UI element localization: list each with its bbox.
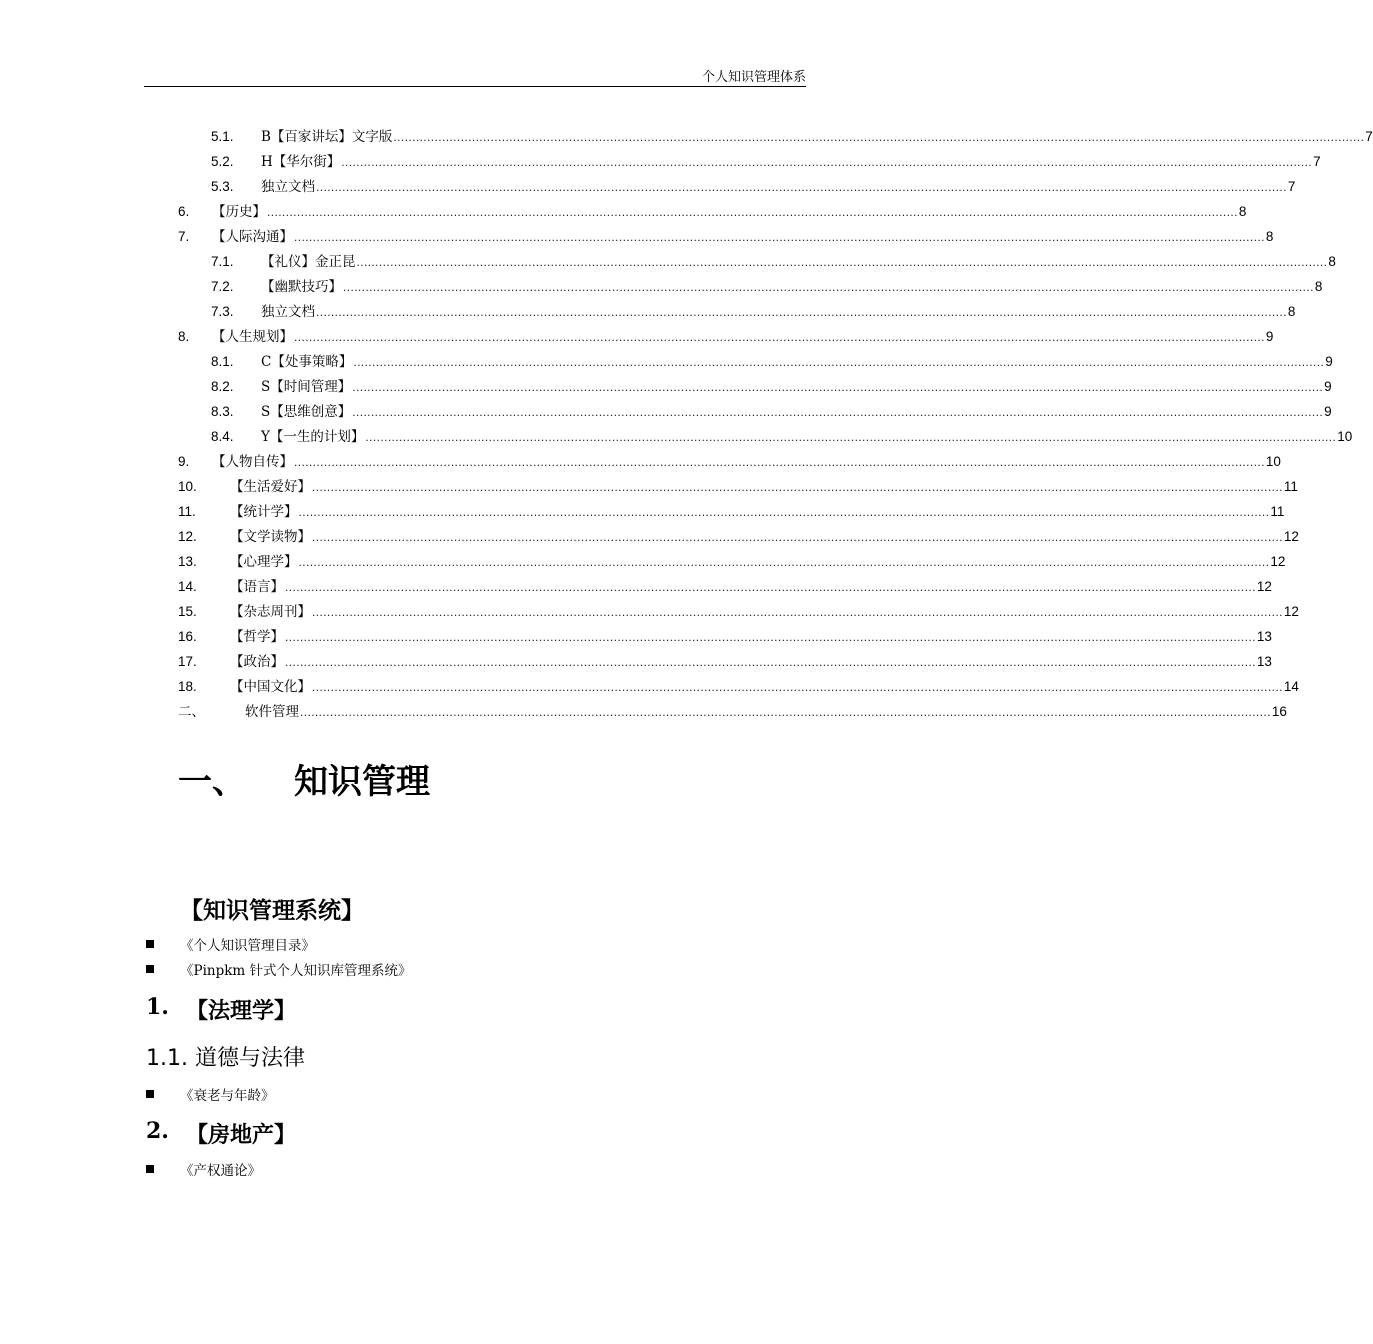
toc-entry-label[interactable]: 【政治】 — [230, 654, 284, 670]
toc-entry-line[interactable] — [261, 376, 1332, 398]
toc-entry[interactable] — [0, 401, 1332, 426]
heading-realestate — [146, 1118, 296, 1149]
toc-entry-label[interactable]: 【心理学】 — [230, 554, 298, 570]
toc-dot-leader: .................................................................................................................................................................................................................................................................... — [298, 505, 1270, 519]
toc-entry-label[interactable]: 【统计学】 — [230, 504, 298, 520]
toc-entry[interactable] — [0, 326, 1274, 351]
toc-entry-page: 7 — [1365, 129, 1373, 144]
toc-entry-label[interactable]: S【时间管理】 — [261, 379, 352, 395]
toc-entry-page: 8 — [1265, 229, 1274, 244]
toc-entry-line[interactable] — [212, 201, 1247, 223]
toc-entry-line[interactable] — [261, 151, 1321, 173]
toc-dot-leader: .................................................................................................................................................................................................................................................................... — [298, 555, 1270, 569]
toc-entry-page: 8 — [1314, 279, 1323, 294]
list-item[interactable] — [146, 1084, 275, 1104]
toc-entry-page: 12 — [1283, 529, 1299, 544]
toc-entry-number: 8.4. — [211, 429, 234, 444]
toc-entry-line[interactable] — [230, 651, 1272, 673]
toc-entry[interactable] — [0, 376, 1332, 401]
toc-entry-number: 5.1. — [211, 129, 234, 144]
toc-entry-number: 8.3. — [211, 404, 234, 419]
toc-entry-label[interactable]: 【中国文化】 — [230, 679, 311, 695]
toc-entry-number: 11. — [178, 504, 196, 519]
toc-entry-number: 二、 — [178, 704, 205, 720]
bullet-square-icon — [146, 940, 154, 948]
toc-entry-page: 13 — [1256, 654, 1272, 669]
toc-entry-label[interactable]: 【礼仪】金正昆 — [261, 254, 356, 270]
list-item[interactable] — [146, 1159, 261, 1179]
toc-entry-number: 10. — [178, 479, 197, 494]
toc-entry-label[interactable]: 独立文档 — [261, 304, 315, 320]
toc-dot-leader: .................................................................................................................................................................................................................................................................... — [316, 180, 1287, 194]
toc-entry-page: 11 — [1283, 479, 1298, 494]
toc-entry-number: 5.3. — [211, 179, 234, 194]
toc-entry-number: 7.3. — [211, 304, 234, 319]
heading-title: 【房地产】 — [186, 1123, 297, 1148]
toc-dot-leader: .................................................................................................................................................................................................................................................................... — [285, 655, 1256, 669]
toc-entry[interactable] — [0, 201, 1247, 226]
toc-entry-line[interactable] — [230, 476, 1298, 498]
toc-entry-page: 12 — [1256, 579, 1272, 594]
toc-entry-page: 12 — [1283, 604, 1299, 619]
toc-dot-leader: .................................................................................................................................................................................................................................................................... — [312, 605, 1283, 619]
toc-entry[interactable] — [0, 501, 1285, 526]
toc-entry-page: 9 — [1325, 354, 1333, 369]
document-link[interactable]: 《产权通论》 — [180, 1163, 261, 1179]
toc-entry-line[interactable] — [212, 326, 1274, 348]
toc-dot-leader: .................................................................................................................................................................................................................................................................... — [352, 380, 1324, 394]
toc-entry-label[interactable]: 【人生规划】 — [212, 329, 293, 345]
toc-entry-number: 8. — [178, 329, 190, 344]
toc-entry-label[interactable]: Y【一生的计划】 — [261, 429, 365, 445]
bullet-square-icon — [146, 1165, 154, 1173]
toc-entry[interactable] — [0, 176, 1296, 201]
heading-title: 道德与法律 — [194, 1046, 305, 1071]
toc-entry-page: 16 — [1271, 704, 1287, 719]
toc-entry[interactable] — [0, 576, 1272, 601]
toc-dot-leader: .................................................................................................................................................................................................................................................................... — [294, 230, 1265, 244]
toc-entry-line[interactable] — [230, 551, 1286, 573]
toc-entry-label[interactable]: C【处事策略】 — [261, 354, 353, 370]
toc-entry-number: 5.2. — [211, 154, 234, 169]
bullet-square-icon — [146, 1090, 154, 1098]
toc-entry[interactable] — [0, 676, 1299, 701]
toc-entry[interactable] — [0, 126, 1373, 151]
toc-entry[interactable] — [0, 601, 1299, 626]
document-link[interactable]: 《个人知识管理目录》 — [180, 938, 315, 954]
toc-entry-number: 18. — [178, 679, 197, 694]
toc-dot-leader: .................................................................................................................................................................................................................................................................... — [267, 205, 1238, 219]
toc-entry-label[interactable]: 【杂志周刊】 — [230, 604, 311, 620]
page-header — [144, 64, 806, 87]
chapter-heading — [178, 754, 430, 803]
toc-entry-number: 6. — [178, 204, 190, 219]
toc-entry-number: 7.1. — [211, 254, 234, 269]
table-of-contents — [0, 126, 1373, 726]
toc-dot-leader: .................................................................................................................................................................................................................................................................... — [353, 355, 1325, 369]
toc-entry-line[interactable] — [261, 426, 1353, 448]
toc-dot-leader: .................................................................................................................................................................................................................................................................... — [312, 480, 1283, 494]
toc-entry-page: 9 — [1265, 329, 1274, 344]
toc-entry[interactable] — [0, 226, 1274, 251]
toc-entry-page: 8 — [1287, 304, 1296, 319]
toc-entry-label[interactable]: 【生活爱好】 — [230, 479, 311, 495]
toc-entry[interactable] — [0, 251, 1336, 276]
chapter-title: 知识管理 — [294, 762, 430, 802]
km-system-heading: 【知识管理系统】 — [180, 898, 364, 924]
toc-entry-page: 9 — [1324, 379, 1332, 394]
toc-entry-page: 10 — [1265, 454, 1281, 469]
toc-dot-leader: .................................................................................................................................................................................................................................................................... — [316, 305, 1287, 319]
toc-entry-number: 13. — [178, 554, 197, 569]
toc-entry[interactable] — [0, 426, 1353, 451]
toc-entry-line[interactable] — [230, 626, 1272, 648]
toc-entry-line[interactable] — [261, 126, 1373, 148]
toc-entry-label[interactable]: 【人物自传】 — [212, 454, 293, 470]
header-title: 个人知识管理体系 — [701, 70, 806, 85]
toc-entry-label[interactable]: 【哲学】 — [230, 629, 284, 645]
toc-entry-label[interactable]: 【幽默技巧】 — [261, 279, 342, 295]
toc-entry-number: 14. — [178, 579, 197, 594]
toc-entry-page: 8 — [1238, 204, 1247, 219]
heading-number: 1. — [146, 994, 169, 1020]
document-link[interactable]: 《衰老与年龄》 — [180, 1088, 275, 1104]
toc-dot-leader: .................................................................................................................................................................................................................................................................... — [285, 630, 1256, 644]
toc-entry-page: 13 — [1256, 629, 1272, 644]
toc-entry-number: 16. — [178, 629, 197, 644]
toc-entry-page: 8 — [1328, 254, 1336, 269]
toc-entry-line[interactable] — [230, 501, 1285, 523]
toc-entry-page: 14 — [1283, 679, 1299, 694]
toc-entry[interactable] — [0, 276, 1323, 301]
toc-entry[interactable] — [0, 551, 1286, 576]
toc-dot-leader: .................................................................................................................................................................................................................................................................... — [312, 680, 1283, 694]
toc-entry-line[interactable] — [261, 251, 1336, 273]
toc-entry-line[interactable] — [261, 301, 1296, 323]
toc-entry-page: 9 — [1324, 404, 1332, 419]
heading-law — [146, 994, 296, 1025]
toc-entry-label[interactable]: 【语言】 — [230, 579, 284, 595]
toc-entry-number: 9. — [178, 454, 190, 469]
toc-entry-label[interactable]: H【华尔街】 — [261, 154, 341, 170]
toc-dot-leader: .................................................................................................................................................................................................................................................................... — [341, 155, 1313, 169]
toc-dot-leader: .................................................................................................................................................................................................................................................................... — [365, 430, 1337, 444]
toc-entry-page: 12 — [1270, 554, 1286, 569]
document-link[interactable]: 《Pinpkm 针式个人知识库管理系统》 — [180, 963, 412, 979]
toc-entry-line[interactable] — [245, 701, 1287, 723]
toc-entry-number: 8.2. — [211, 379, 234, 394]
toc-entry-line[interactable] — [230, 576, 1272, 598]
toc-entry-page: 10 — [1337, 429, 1353, 444]
toc-entry-label[interactable]: 独立文档 — [261, 179, 315, 195]
toc-dot-leader: .................................................................................................................................................................................................................................................................... — [285, 580, 1256, 594]
toc-entry-line[interactable] — [230, 601, 1299, 623]
toc-entry[interactable] — [0, 351, 1333, 376]
toc-entry-label[interactable]: B【百家讲坛】文字版 — [261, 129, 393, 145]
toc-entry[interactable] — [0, 476, 1298, 501]
toc-dot-leader: .................................................................................................................................................................................................................................................................... — [294, 455, 1265, 469]
toc-entry[interactable] — [0, 151, 1321, 176]
toc-dot-leader: .................................................................................................................................................................................................................................................................... — [300, 705, 1271, 719]
list-item[interactable] — [146, 959, 412, 979]
toc-entry-line[interactable] — [212, 226, 1274, 248]
toc-entry-line[interactable] — [261, 276, 1323, 298]
toc-dot-leader: .................................................................................................................................................................................................................................................................... — [352, 405, 1324, 419]
toc-entry-line[interactable] — [261, 351, 1333, 373]
toc-entry-line[interactable] — [261, 401, 1332, 423]
toc-entry[interactable] — [0, 451, 1281, 476]
toc-entry-line[interactable] — [212, 451, 1281, 473]
toc-entry-label[interactable]: 【历史】 — [212, 204, 266, 220]
toc-entry-number: 15. — [178, 604, 197, 619]
toc-entry-label[interactable]: 软件管理 — [245, 704, 299, 720]
toc-entry-label[interactable]: 【文学读物】 — [230, 529, 311, 545]
toc-entry-number: 8.1. — [211, 354, 234, 369]
chapter-number: 一、 — [178, 762, 246, 802]
toc-entry-number: 12. — [178, 529, 197, 544]
toc-entry-label[interactable]: 【人际沟通】 — [212, 229, 293, 245]
toc-dot-leader: .................................................................................................................................................................................................................................................................... — [343, 280, 1314, 294]
toc-entry-label[interactable]: S【思维创意】 — [261, 404, 352, 420]
toc-dot-leader: .................................................................................................................................................................................................................................................................... — [312, 530, 1283, 544]
toc-entry-line[interactable] — [261, 176, 1296, 198]
toc-entry-number: 17. — [178, 654, 197, 669]
toc-entry-number: 7.2. — [211, 279, 234, 294]
toc-entry[interactable] — [0, 651, 1272, 676]
toc-dot-leader: .................................................................................................................................................................................................................................................................... — [294, 330, 1265, 344]
toc-entry-page: 7 — [1287, 179, 1296, 194]
heading-number: 1.1. — [146, 1046, 188, 1071]
heading-law-sub — [146, 1041, 305, 1072]
toc-entry[interactable] — [0, 626, 1272, 651]
heading-title: 【法理学】 — [186, 999, 297, 1024]
toc-entry[interactable] — [0, 526, 1299, 551]
toc-entry-number: 7. — [178, 229, 190, 244]
toc-entry[interactable] — [0, 301, 1296, 326]
heading-number: 2. — [146, 1118, 169, 1144]
toc-entry-line[interactable] — [230, 526, 1299, 548]
toc-entry-line[interactable] — [230, 676, 1299, 698]
toc-dot-leader: .................................................................................................................................................................................................................................................................... — [356, 255, 1328, 269]
toc-entry[interactable] — [0, 701, 1287, 726]
toc-dot-leader: .................................................................................................................................................................................................................................................................... — [393, 130, 1365, 144]
list-item[interactable] — [146, 934, 315, 954]
toc-entry-page: 11 — [1270, 504, 1285, 519]
toc-entry-page: 7 — [1313, 154, 1321, 169]
bullet-square-icon — [146, 965, 154, 973]
